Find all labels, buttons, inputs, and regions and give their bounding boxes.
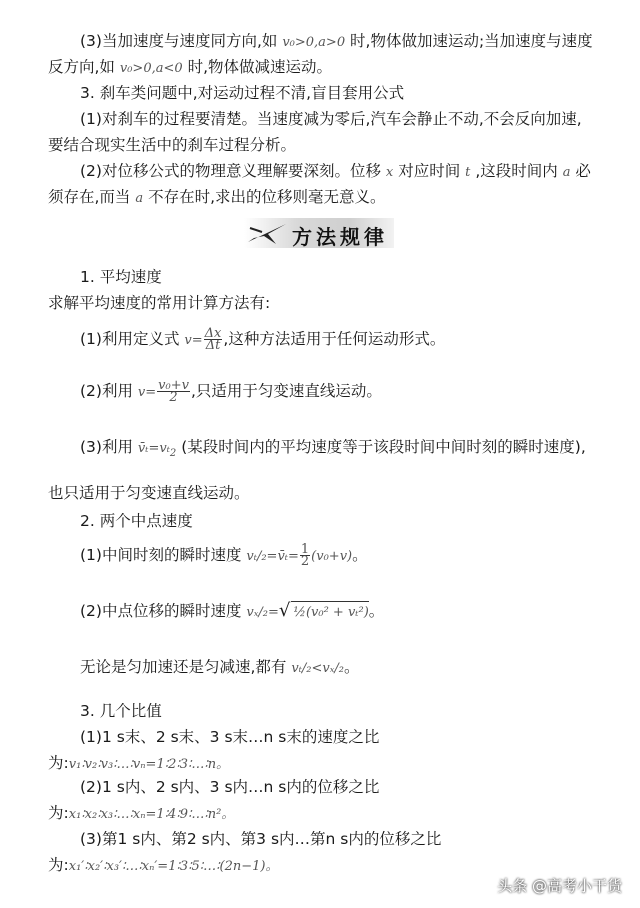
- condition-formula: v₀>0,a>0: [282, 35, 346, 50]
- formula: vₓ/₂=: [246, 605, 279, 620]
- method-definition: [80, 328, 600, 352]
- fraction: [157, 380, 190, 403]
- text: 为:: [48, 804, 69, 822]
- text: 时,物体做减速运动。: [187, 58, 333, 76]
- formula: x₁∶x₂∶x₃∶…∶xₙ=1∶4∶9∶…∶n²。: [68, 807, 235, 822]
- text: 无论是匀加速还是匀减速,都有: [80, 658, 287, 676]
- text: 为:: [48, 856, 69, 874]
- text: (2)中点位移的瞬时速度: [80, 602, 242, 620]
- velocity-comparison: [80, 656, 600, 680]
- fraction: [204, 328, 223, 351]
- midpoint-velocity: [80, 600, 600, 624]
- subscript: 2: [169, 448, 177, 459]
- text: (2)利用: [80, 382, 133, 400]
- paragraph-braking-1-cont: 要结合现实生活中的刹车过程分析。: [48, 136, 297, 154]
- text: ,这段时间内: [475, 162, 558, 180]
- var-x: x: [385, 165, 394, 180]
- text: 必: [575, 162, 591, 180]
- text: (某段时间内的平均速度等于该段时间中间时刻的瞬时速度),: [181, 438, 586, 456]
- paragraph-braking-2-cont: [48, 186, 600, 210]
- ratio-velocity: (1)1 s末、2 s末、3 s末…n s末的速度之比: [80, 728, 380, 746]
- watermark: 头条 @高考小干货: [497, 877, 622, 895]
- formula-var: v=: [137, 385, 157, 400]
- ratio-displacement: (2)1 s内、2 s内、3 s内…n s内的位移之比: [80, 778, 380, 796]
- section-banner: [244, 218, 394, 248]
- text: 。: [352, 546, 368, 564]
- denominator: 2: [300, 554, 310, 569]
- method-midtime-cont: 也只适用于匀变速直线运动。: [48, 484, 250, 502]
- text: (1)利用定义式: [80, 330, 180, 348]
- formula: vₜ/₂=v̄ₜ=: [246, 549, 299, 564]
- numerator: v₀+v: [158, 378, 189, 393]
- sqrt-sign-icon: √: [278, 600, 291, 621]
- numerator: Δx: [204, 326, 222, 341]
- method-midtime: [80, 436, 600, 465]
- section1-intro: 求解平均速度的常用计算方法有:: [48, 294, 271, 312]
- paragraph-braking-2: [80, 160, 600, 184]
- text: (2)对位移公式的物理意义理解要深刻。位移: [80, 162, 381, 180]
- text: (1)中间时刻的瞬时速度: [80, 546, 242, 564]
- ratio-nth-second: (3)第1 s内、第2 s内、第3 s内…第n s内的位移之比: [80, 830, 442, 848]
- formula: (v₀+v): [311, 549, 353, 564]
- text: 须存在,而当: [48, 188, 131, 206]
- banner-title: 方法规律: [292, 225, 388, 249]
- text: 。: [368, 602, 385, 620]
- formula-var: v=: [184, 333, 203, 348]
- airplane-icon: [246, 220, 288, 246]
- fraction: [300, 544, 310, 567]
- method-average-formula: [80, 380, 600, 404]
- sqrt-content: ½(v₀² + vₜ²): [291, 601, 368, 624]
- text: 反方向,如: [48, 58, 115, 76]
- text: 对应时间: [398, 162, 461, 180]
- denominator: Δt: [205, 338, 221, 353]
- section3-heading: 3. 几个比值: [80, 702, 162, 720]
- section2-heading: 2. 两个中点速度: [80, 512, 193, 530]
- text: ,这种方法适用于任何运动形式。: [223, 330, 446, 348]
- paragraph-braking-1: (1)对刹车的过程要清楚。当速度减为零后,汽车会静止不动,不会反向加速,: [80, 110, 582, 128]
- var-a: a: [562, 165, 571, 180]
- paragraph-acceleration-opposite-direction: [48, 56, 600, 80]
- condition-formula: v₀>0,a<0: [119, 61, 183, 76]
- formula: v₁∶v₂∶v₃∶…∶vₙ=1∶2∶3∶…∶n。: [68, 757, 230, 772]
- formula: vₜ/₂<vₓ/₂: [291, 661, 344, 676]
- paragraph-braking-heading: 3. 刹车类问题中,对运动过程不清,盲目套用公式: [80, 84, 405, 102]
- text: ,只适用于匀变速直线运动。: [190, 382, 382, 400]
- section1-heading: 1. 平均速度: [80, 268, 162, 286]
- text: (3)当加速度与速度同方向,如: [80, 32, 278, 50]
- text: 为:: [48, 754, 69, 772]
- formula: v̄ₜ=vₜ: [137, 441, 170, 456]
- text: 时,物体做加速运动;当加速度与速度: [350, 32, 593, 50]
- ratio-displacement-values: [48, 802, 600, 826]
- denominator: 2: [169, 390, 178, 405]
- midtime-velocity: [80, 544, 600, 568]
- text: (3)利用: [80, 438, 133, 456]
- formula: x₁′∶x₂′∶x₃′∶…∶xₙ′=1∶3∶5∶…∶(2n−1)。: [68, 859, 279, 874]
- text: 不存在时,求出的位移则毫无意义。: [148, 188, 386, 206]
- var-t: t: [465, 165, 471, 180]
- text: 。: [343, 658, 360, 676]
- numerator: 1: [300, 542, 310, 557]
- ratio-velocity-values: [48, 752, 600, 776]
- paragraph-acceleration-same-direction: [80, 30, 600, 54]
- var-a: a: [135, 191, 144, 206]
